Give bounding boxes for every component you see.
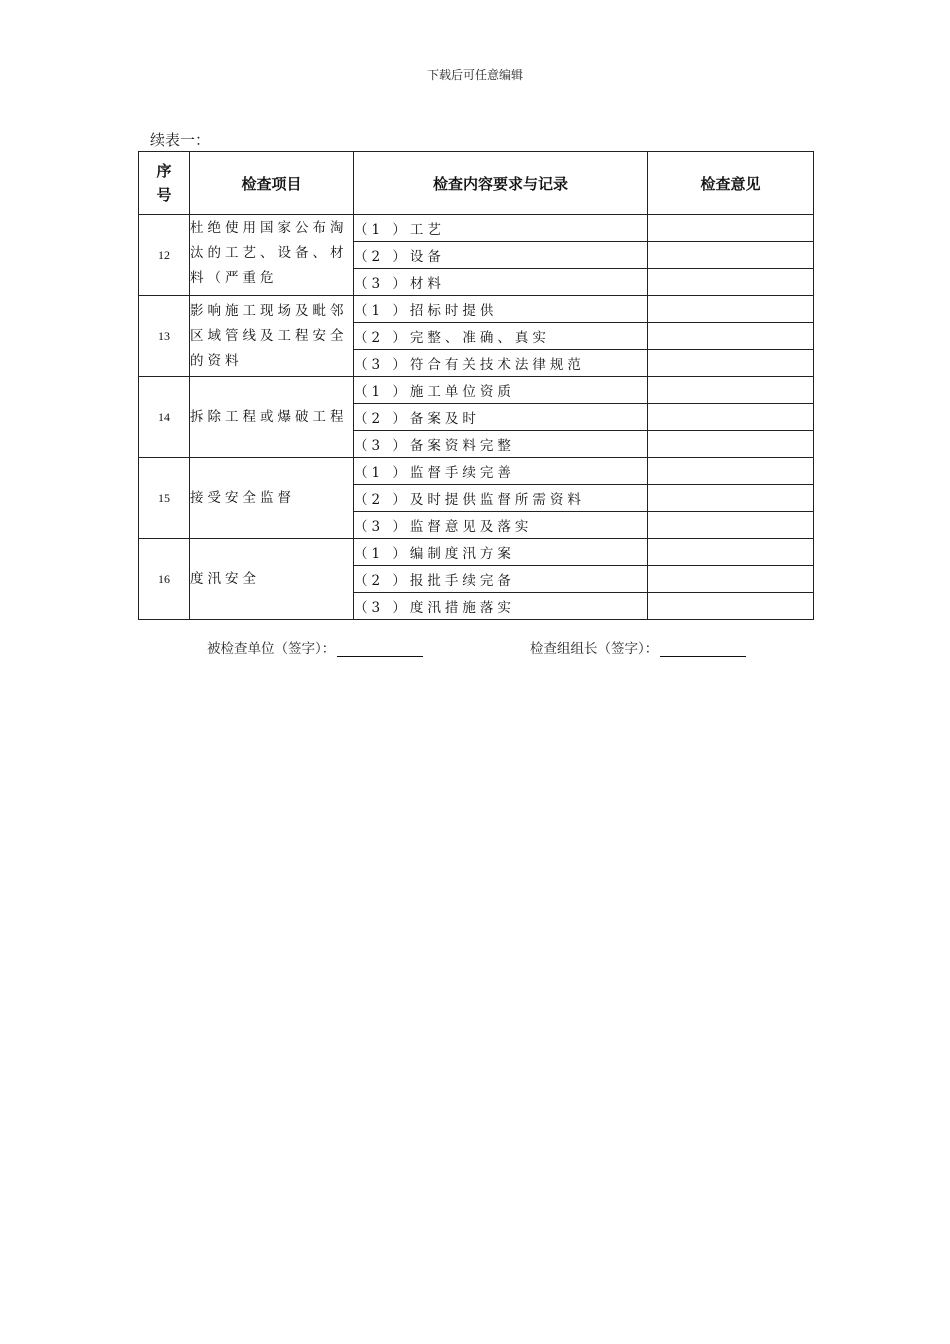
team-leader-label: 检查组组长（签字）： — [530, 641, 659, 657]
content-requirement: （2 ）报批手续完备 — [354, 566, 648, 593]
seq-number: 16 — [139, 539, 190, 620]
inspection-table — [138, 151, 814, 620]
header-content: 检查内容要求与记录 — [354, 152, 648, 215]
content-requirement: （3 ）度汛措施落实 — [354, 593, 648, 620]
content-requirement: （2 ）备案及时 — [354, 404, 648, 431]
content-requirement: （1 ）招标时提供 — [354, 296, 648, 323]
opinion-cell[interactable] — [648, 539, 814, 566]
team-leader-signature-line[interactable] — [660, 642, 746, 657]
opinion-cell[interactable] — [648, 566, 814, 593]
seq-number: 15 — [139, 458, 190, 539]
header-opinion: 检查意见 — [648, 152, 814, 215]
inspected-unit-signature-line[interactable] — [337, 642, 423, 657]
inspection-item-text: 杜绝使用国家公布淘汰的工艺、设备、材料（严重危 — [190, 220, 348, 286]
content-requirement: （1 ）工艺 — [354, 215, 648, 242]
header-seq-line2: 号 — [156, 186, 172, 204]
inspection-item: 拆除工程或爆破工程 — [190, 377, 354, 458]
opinion-cell[interactable] — [648, 215, 814, 242]
content-requirement: （3 ）监督意见及落实 — [354, 512, 648, 539]
inspection-item: 接受安全监督 — [190, 458, 354, 539]
table-row — [139, 296, 814, 323]
team-leader-signature — [530, 637, 746, 657]
opinion-cell[interactable] — [648, 377, 814, 404]
content-requirement: （2 ）设备 — [354, 242, 648, 269]
opinion-cell[interactable] — [648, 296, 814, 323]
inspection-item: 度汛安全 — [190, 539, 354, 620]
opinion-cell[interactable] — [648, 269, 814, 296]
content-requirement: （2 ）完整、准确、真实 — [354, 323, 648, 350]
inspection-item: 影响施工现场及毗邻区域管线及工程安全的资料 — [190, 296, 354, 377]
table-row — [139, 539, 814, 566]
content-requirement: （3 ）符合有关技术法律规范 — [354, 350, 648, 377]
table-row — [139, 458, 814, 485]
opinion-cell[interactable] — [648, 404, 814, 431]
header-seq — [139, 152, 190, 215]
table-caption: 续表一： — [150, 131, 211, 149]
content-requirement: （3 ）备案资料完整 — [354, 431, 648, 458]
seq-number: 14 — [139, 377, 190, 458]
content-requirement: （1 ）施工单位资质 — [354, 377, 648, 404]
content-requirement: （1 ）编制度汛方案 — [354, 539, 648, 566]
header-seq-line1: 序 — [156, 162, 172, 180]
inspection-item — [190, 215, 354, 296]
table-row — [139, 377, 814, 404]
opinion-cell[interactable] — [648, 485, 814, 512]
header-item: 检查项目 — [190, 152, 354, 215]
opinion-cell[interactable] — [648, 242, 814, 269]
seq-number: 13 — [139, 296, 190, 377]
inspected-unit-signature — [207, 637, 423, 657]
inspected-unit-label: 被检查单位（签字）： — [207, 641, 336, 657]
table-header-row — [139, 152, 814, 215]
opinion-cell[interactable] — [648, 350, 814, 377]
opinion-cell[interactable] — [648, 431, 814, 458]
opinion-cell[interactable] — [648, 593, 814, 620]
opinion-cell[interactable] — [648, 512, 814, 539]
content-requirement: （3 ）材料 — [354, 269, 648, 296]
content-requirement: （2 ）及时提供监督所需资料 — [354, 485, 648, 512]
seq-number: 12 — [139, 215, 190, 296]
opinion-cell[interactable] — [648, 458, 814, 485]
content-requirement: （1 ）监督手续完善 — [354, 458, 648, 485]
opinion-cell[interactable] — [648, 323, 814, 350]
table-row — [139, 215, 814, 242]
header-note: 下载后可任意编辑 — [426, 68, 523, 82]
